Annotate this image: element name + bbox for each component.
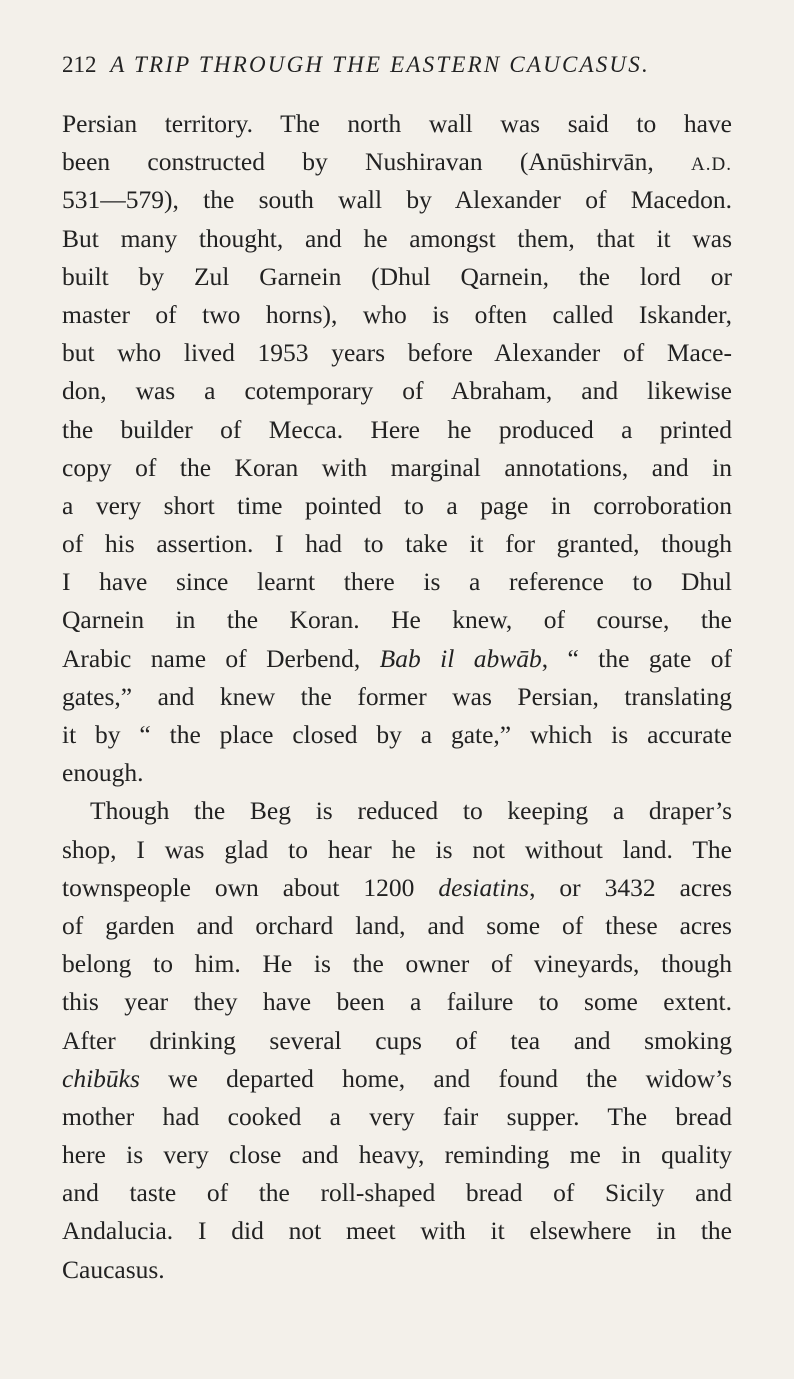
text-line [62,1251,732,1289]
text-line [62,525,732,563]
text-run: mother had cooked a very fair supper. The bread [62,1101,732,1131]
text-run: the builder of Mecca. Here he produced a printed [62,414,732,444]
text-run: I have since learnt there is a reference to Dhul [62,567,732,597]
text-run: , “ the gate of [541,643,732,673]
text-run: copy of the Koran with marginal annotations, and in [62,452,732,482]
text-run: But many thought, and he amongst them, that it was [62,223,732,253]
page-number: 212 [62,52,97,77]
text-run: it by “ the place closed by a gate,” which is accurate [62,720,732,749]
text-run: Caucasus. [62,1254,165,1284]
text-run: enough. [62,758,144,788]
text-line [62,449,732,487]
text-run: been constructed by Nushiravan (Anūshirvān, [62,147,692,177]
text-run: Persian territory. The north wall was said to have [62,109,732,138]
text-run: , or 3432 acres [529,872,732,902]
text-line [62,1098,732,1136]
text-line [62,1022,732,1060]
text-line [62,220,732,258]
text-run: Arabic name of Derbend, [62,643,380,673]
text-run: built by Zul Garnein (Dhul Qarnein, the lord or [62,261,732,291]
text-run: master of two horns), who is often called Iskander, [62,299,732,329]
text-run: Andalucia. I did not meet with it elsewhere in the [62,1216,732,1246]
text-line [62,258,732,296]
text-line [62,716,732,754]
text-line [62,1060,732,1098]
text-line [62,487,732,525]
text-line [62,181,732,219]
text-line [62,831,732,869]
text-line [62,945,732,983]
text-line [62,143,732,181]
text-line [62,983,732,1021]
italic-term: chibūks [62,1063,140,1093]
text-line [62,678,732,716]
text-line [62,1174,732,1212]
running-title: A TRIP THROUGH THE EASTERN CAUCASUS. [110,52,650,77]
italic-term: Bab il abwāb [379,643,542,673]
paragraph [62,792,732,1288]
text-line [62,869,732,907]
text-run: don, was a cotemporary of Abraham, and likewise [62,376,732,406]
text-run: this year they have been a failure to some extent. [62,987,732,1017]
text-line [62,411,732,449]
text-line [62,1212,732,1250]
running-head [62,52,732,78]
text-run: of his assertion. I had to take it for granted, though [62,529,732,559]
text-run: Though the Beg is reduced to keeping a draper’s [90,796,732,826]
text-line [62,563,732,601]
text-run: townspeople own about 1200 [62,872,439,902]
text-line [62,601,732,639]
text-run: here is very close and heavy, reminding me in quality [62,1140,732,1170]
text-run: and taste of the roll-shaped bread of Sicily and [62,1178,732,1208]
italic-term: desiatins [438,872,530,902]
text-line [62,334,732,372]
text-run: Qarnein in the Koran. He knew, of course, the [62,605,732,635]
text-run: shop, I was glad to hear he is not without land. The [62,834,732,864]
text-run: After drinking several cups of tea and smoking [62,1025,732,1055]
text-line [62,296,732,334]
body-text [62,105,732,1289]
text-run: belong to him. He is the owner of vineyards, though [62,949,732,979]
paragraph [62,105,732,792]
text-line [62,754,732,792]
text-line [62,1136,732,1174]
small-caps-term: A.D. [691,154,732,176]
text-run: 531—579), the south wall by Alexander of Macedon. [62,185,732,215]
text-run: gates,” and knew the former was Persian, translating [62,681,732,711]
text-line [62,792,732,830]
text-run: a very short time pointed to a page in corroboration [62,490,732,520]
text-run: we departed home, and found the widow’s [139,1063,732,1093]
text-line [62,372,732,410]
text-line [62,640,732,678]
text-line [62,907,732,945]
text-line [62,105,732,143]
text-run: but who lived 1953 years before Alexander of Mace- [62,338,732,368]
text-run: of garden and orchard land, and some of these acres [62,910,732,940]
